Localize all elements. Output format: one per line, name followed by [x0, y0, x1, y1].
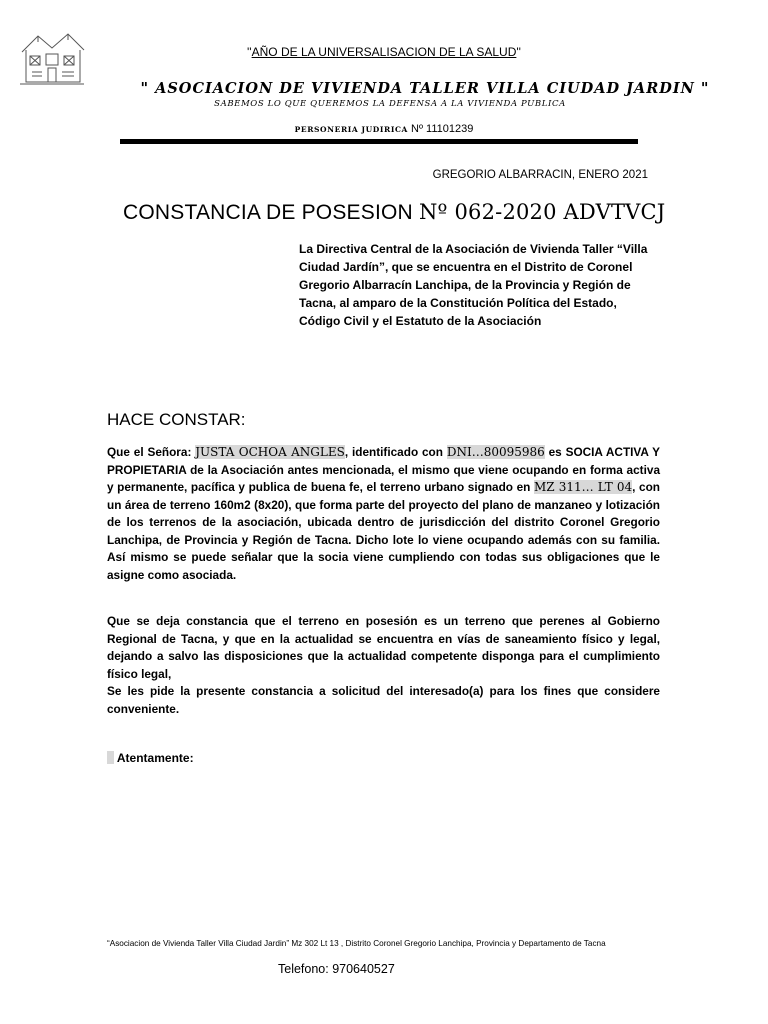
- member-dni: DNI…80095986: [446, 445, 545, 459]
- intro-line: Gregorio Albarracín Lanchipa, de la Provincia y Región de: [299, 278, 631, 292]
- document-title: CONSTANCIA DE POSESION Nº 062-2020 ADVTVCJ: [123, 200, 666, 224]
- year-motto: ''AÑO DE LA UNIVERSALISACION DE LA SALUD'': [247, 45, 521, 59]
- association-slogan: SABEMOS LO QUE QUEREMOS LA DEFENSA A LA VIVIENDA PUBLICA: [214, 99, 566, 109]
- personeria-juridica: PERSONERIA JUDIRICA Nº 11101239: [294, 123, 474, 135]
- intro-paragraph: [299, 240, 648, 330]
- association-name: " ASOCIACION DE VIVIENDA TALLER VILLA CIUDAD JARDIN ": [140, 80, 710, 97]
- intro-line: La Directiva Central de la Asociación de Vivienda Taller “Villa: [299, 242, 648, 256]
- member-name: JUSTA OCHOA ANGLES: [195, 445, 345, 459]
- intro-line: Ciudad Jardín”, que se encuentra en el Distrito de Coronel: [299, 260, 633, 274]
- intro-line: Código Civil y el Estatuto de la Asociación: [299, 314, 542, 328]
- closing-salutation: Atentamente:: [107, 751, 194, 765]
- request-paragraph: Se les pide la presente constancia a solicitud del interesado(a) para los fines que considere conveniente.: [107, 684, 660, 716]
- footer-phone: Telefono: 970640527: [278, 962, 395, 976]
- declaration-paragraph: Que el Señora: JUSTA OCHOA ANGLES, identificado con DNI…80095986 es SOCIA ACTIVA Y PROPIETARIA de la Asociación antes mencionada, el mismo que viene ocupando en forma activa y permanente, pacífica y publica de buena fe, el terreno urbano signado en MZ 311… LT 04, con un área de terreno 160m2 (8x20), que forma parte del proyecto del plano de manzaneo y lotización de los terrenos de la asociación, ubicada dentro de jurisdicción del distrito Coronel Gregorio Lanchipa, de Provincia y Región de Tacna. Dicho lote lo viene ocupando además con su familia. Así mismo se puede señalar que la socia viene cumpliendo con todas sus obligaciones que le asigne como asociada.: [107, 445, 661, 582]
- footer-address: “Asociacion de Vivienda Taller Villa Ciudad Jardin” Mz 302 Lt 13 , Distrito Coronel Gregorio Lanchipa, Provincia y Departamento de Tacna: [107, 939, 606, 948]
- place-date: GREGORIO ALBARRACIN, ENERO 2021: [432, 169, 648, 181]
- terrain-status-paragraph: Que se deja constancia que el terreno en posesión es un terreno que perenes al Gobierno Regional de Tacna, y que en la actualidad se encuentra en vías de saneamiento físico y legal, dejando a salvo las disposiciones que la actualidad competente disponga para el cumplimiento físico legal,: [107, 614, 660, 681]
- lot-designation: MZ 311… LT 04: [533, 480, 633, 494]
- notes-paragraphs: [107, 613, 660, 718]
- header-divider: [120, 139, 638, 144]
- intro-line: Tacna, al amparo de la Constitución Política del Estado,: [299, 296, 617, 310]
- hace-constar-heading: HACE CONSTAR:: [107, 410, 246, 429]
